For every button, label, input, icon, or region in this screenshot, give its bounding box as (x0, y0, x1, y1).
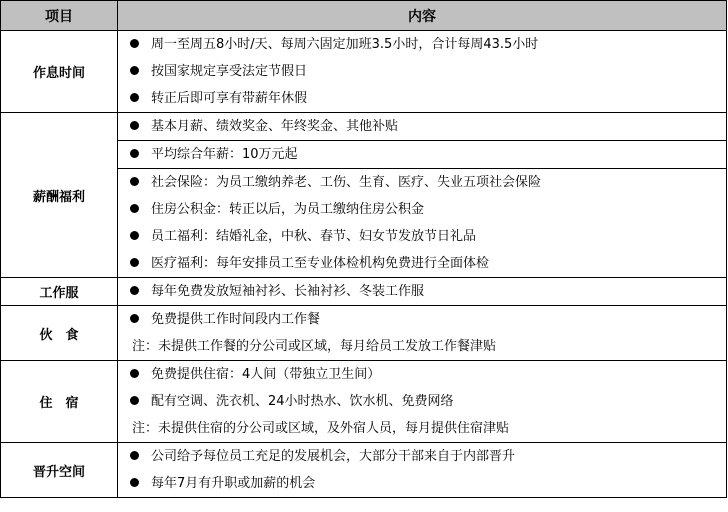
bullet-line (118, 196, 726, 223)
content-cell (118, 278, 727, 306)
bullet-line (118, 85, 726, 112)
line-text: 社会保险：为员工缴纳养老、工伤、生育、医疗、失业五项社会保险 (151, 175, 542, 190)
content-cell (118, 113, 727, 141)
bullet-icon (130, 478, 139, 487)
bullet-icon (130, 258, 139, 267)
table-row (1, 306, 727, 361)
line-text: 转正后即可享有带薪年休假 (151, 91, 308, 106)
line-text: 公司给予每位员工充足的发展机会，大部分干部来自于内部晋升 (151, 449, 516, 464)
bullet-icon (130, 149, 139, 158)
category-cell: 薪酬福利 (1, 113, 118, 278)
header-item: 项目 (1, 1, 118, 31)
bullet-line (118, 223, 726, 250)
content-cell (118, 306, 727, 361)
category-cell: 住 宿 (1, 361, 118, 443)
bullet-line (118, 169, 726, 196)
line-text: 免费提供工作时间段内工作餐 (151, 312, 321, 327)
table-row (1, 361, 727, 443)
bullet-icon (130, 39, 139, 48)
bullet-icon (130, 121, 139, 130)
bullet-line (118, 361, 726, 388)
note-line (118, 415, 726, 442)
table-row (1, 113, 727, 141)
table-row (1, 31, 727, 113)
line-text: 注：未提供住宿的分公司或区域，及外宿人员，每月提供住宿津贴 (132, 421, 510, 436)
bullet-line (118, 443, 726, 470)
line-text: 每年7月有升职或加薪的机会 (151, 476, 316, 491)
bullet-line (118, 113, 726, 140)
line-text: 免费提供住宿：4人间（带独立卫生间） (151, 367, 381, 382)
line-text: 注：未提供工作餐的分公司或区域，每月给员工发放工作餐津贴 (132, 339, 497, 354)
table-row (1, 443, 727, 498)
bullet-icon (130, 286, 139, 295)
line-text: 周一至周五8小时/天、每周六固定加班3.5小时，合计每周43.5小时 (151, 37, 539, 52)
line-text: 每年免费发放短袖衬衫、长袖衬衫、冬装工作服 (151, 284, 425, 299)
bullet-icon (130, 451, 139, 460)
bullet-line (118, 31, 726, 58)
category-cell: 工作服 (1, 278, 118, 306)
line-text: 基本月薪、绩效奖金、年终奖金、其他补贴 (151, 119, 399, 134)
header-row (1, 1, 727, 31)
bullet-line (118, 388, 726, 415)
content-cell (118, 443, 727, 498)
bullet-icon (130, 93, 139, 102)
bullet-icon (130, 369, 139, 378)
content-cell (118, 361, 727, 443)
category-cell: 晋升空间 (1, 443, 118, 498)
line-text: 配有空调、洗衣机、24小时热水、饮水机、免费网络 (151, 394, 454, 409)
content-cell (118, 31, 727, 113)
header-content: 内容 (118, 1, 727, 31)
line-text: 员工福利：结婚礼金，中秋、春节、妇女节发放节日礼品 (151, 229, 477, 244)
bullet-line (118, 141, 726, 168)
category-cell: 伙 食 (1, 306, 118, 361)
content-cell (118, 141, 727, 169)
note-line (118, 333, 726, 360)
line-text: 按国家规定享受法定节假日 (151, 64, 308, 79)
bullet-icon (130, 177, 139, 186)
bullet-line (118, 278, 726, 305)
bullet-icon (130, 66, 139, 75)
category-cell: 作息时间 (1, 31, 118, 113)
bullet-line (118, 250, 726, 277)
bullet-line (118, 306, 726, 333)
line-text: 医疗福利：每年安排员工至专业体检机构免费进行全面体检 (151, 256, 490, 271)
content-cell (118, 169, 727, 278)
bullet-icon (130, 231, 139, 240)
bullet-icon (130, 314, 139, 323)
line-text: 住房公积金：转正以后，为员工缴纳住房公积金 (151, 202, 425, 217)
bullet-icon (130, 396, 139, 405)
bullet-icon (130, 204, 139, 213)
table-body (1, 31, 727, 498)
line-text: 平均综合年薪：10万元起 (151, 147, 298, 162)
bullet-line (118, 58, 726, 85)
bullet-line (118, 470, 726, 497)
table-row (1, 278, 727, 306)
